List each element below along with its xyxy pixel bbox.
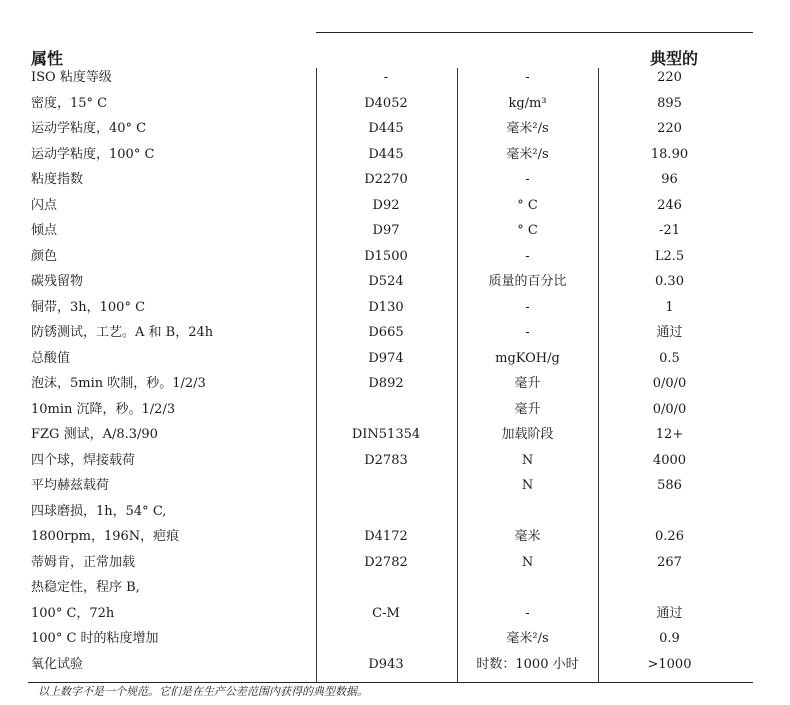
row-property: 平均赫兹载荷 — [31, 478, 110, 493]
row-property: 100° C，72h — [31, 605, 115, 621]
row-unit: - — [525, 70, 530, 85]
row-unit: mgKOH/g — [495, 350, 560, 366]
table-row — [0, 371, 790, 397]
row-unit: ° C — [517, 197, 538, 213]
row-property: 密度，15° C — [31, 95, 108, 111]
table-row — [0, 397, 790, 423]
row-unit: 毫米 — [514, 529, 541, 544]
row-typical-value: 0.5 — [659, 350, 680, 366]
table-row — [0, 448, 790, 474]
row-test-method: D4172 — [364, 529, 408, 544]
row-typical-value: 220 — [657, 70, 682, 85]
row-typical-value: 0.9 — [659, 631, 680, 646]
row-test-method: D943 — [368, 656, 404, 672]
row-property: 100° C 时的粘度增加 — [31, 631, 159, 646]
row-property: 粘度指数 — [31, 172, 84, 187]
table-row — [0, 116, 790, 142]
table-row — [0, 346, 790, 372]
row-test-method: D892 — [368, 376, 404, 391]
table-row — [0, 473, 790, 499]
row-typical-value: L2.5 — [654, 248, 685, 264]
table-row — [0, 91, 790, 117]
table-row — [0, 167, 790, 193]
row-typical-value: 0/0/0 — [652, 376, 687, 391]
row-test-method: C-M — [372, 605, 400, 621]
row-property: 防锈测试，工艺。A 和 B，24h — [31, 325, 214, 340]
row-unit: 毫米²/s — [506, 146, 549, 162]
row-unit: 毫升 — [514, 376, 541, 391]
row-typical-value: 0.30 — [655, 274, 684, 289]
row-property: FZG 测试，A/8.3/90 — [31, 427, 158, 442]
table-row — [0, 244, 790, 270]
row-property: 热稳定性，程序 B, — [31, 580, 140, 595]
row-property: 运动学粘度，40° C — [31, 121, 147, 136]
header-property: 属性 — [31, 49, 64, 68]
row-unit: 质量的百分比 — [488, 274, 567, 289]
row-typical-value: 0.26 — [655, 529, 684, 544]
row-test-method: D2783 — [364, 452, 408, 468]
row-unit: 加载阶段 — [501, 427, 554, 442]
row-typical-value: 586 — [657, 478, 682, 493]
row-test-method: D974 — [368, 350, 404, 366]
row-property: 泡沫，5min 吹制，秒。1/2/3 — [31, 376, 206, 391]
footnote: 以上数字不是一个规范。它们是在生产公差范围内获得的典型数据。 — [38, 685, 368, 698]
row-test-method: D97 — [372, 223, 400, 238]
row-property: 闪点 — [31, 197, 58, 213]
row-unit: 毫米²/s — [506, 121, 549, 136]
row-typical-value: 18.90 — [650, 146, 689, 162]
row-unit: - — [525, 605, 530, 621]
row-test-method: D665 — [368, 325, 404, 340]
row-property: 蒂姆肯，正常加载 — [31, 554, 136, 570]
row-property: 运动学粘度，100° C — [31, 146, 155, 162]
row-typical-value: 通过 — [656, 325, 683, 340]
row-property: ISO 粘度等级 — [31, 70, 112, 85]
row-unit: 毫升 — [514, 401, 541, 417]
row-typical-value: 1 — [665, 299, 674, 315]
row-unit: kg/m³ — [508, 95, 547, 111]
row-unit: N — [521, 452, 534, 468]
table-row — [0, 320, 790, 346]
table-row — [0, 601, 790, 627]
row-typical-value: 12+ — [655, 427, 684, 442]
top-rule — [316, 32, 753, 33]
row-unit: - — [525, 172, 530, 187]
row-test-method: D445 — [368, 146, 404, 162]
row-typical-value: 通过 — [656, 605, 683, 621]
table-row — [0, 269, 790, 295]
row-test-method: D2782 — [364, 554, 408, 570]
row-typical-value: 220 — [657, 121, 682, 136]
row-property: 四个球，焊接载荷 — [31, 452, 136, 468]
table-row — [0, 652, 790, 678]
row-property: 总酸值 — [31, 350, 71, 366]
row-property: 铜带，3h，100° C — [31, 299, 146, 315]
row-test-method: - — [383, 70, 389, 85]
row-unit: 毫米²/s — [506, 631, 549, 646]
row-unit: - — [525, 325, 530, 340]
row-typical-value: 4000 — [652, 452, 687, 468]
row-property: 10min 沉降，秒。1/2/3 — [31, 401, 176, 417]
row-test-method: D130 — [368, 299, 404, 315]
row-test-method: DIN51354 — [351, 427, 421, 442]
row-test-method: D445 — [368, 121, 404, 136]
row-unit: - — [525, 299, 530, 315]
row-unit: N — [521, 554, 534, 570]
row-property: 氧化试验 — [31, 656, 84, 672]
row-test-method: D92 — [372, 197, 400, 213]
row-typical-value: 267 — [657, 554, 682, 570]
row-unit: N — [521, 478, 534, 493]
row-property: 颜色 — [31, 248, 58, 264]
table-row — [0, 193, 790, 219]
table-row — [0, 218, 790, 244]
row-typical-value: 0/0/0 — [652, 401, 687, 417]
row-unit: - — [525, 248, 530, 264]
row-test-method: D2270 — [364, 172, 408, 187]
table-row — [0, 422, 790, 448]
table-row — [0, 550, 790, 576]
table-row — [0, 524, 790, 550]
row-unit: 时数：1000 小时 — [476, 656, 579, 672]
table-row — [0, 65, 790, 91]
row-typical-value: 246 — [657, 197, 682, 213]
row-unit: ° C — [517, 223, 538, 238]
table-row — [0, 626, 790, 652]
row-typical-value: 96 — [661, 172, 678, 187]
table-row — [0, 142, 790, 168]
row-property: 四球磨损，1h，54° C, — [31, 503, 167, 519]
row-typical-value: -21 — [659, 223, 680, 238]
row-property: 碳残留物 — [31, 274, 84, 289]
header-typical: 典型的 — [650, 49, 699, 68]
table-row — [0, 575, 790, 601]
row-test-method: D4052 — [364, 95, 408, 111]
table-row — [0, 499, 790, 525]
table-row — [0, 295, 790, 321]
row-test-method: D1500 — [364, 248, 408, 264]
row-typical-value: 895 — [657, 95, 682, 111]
row-typical-value: >1000 — [647, 656, 692, 672]
row-property: 倾点 — [31, 223, 58, 238]
row-test-method: D524 — [368, 274, 404, 289]
row-property: 1800rpm，196N，疤痕 — [31, 529, 180, 544]
